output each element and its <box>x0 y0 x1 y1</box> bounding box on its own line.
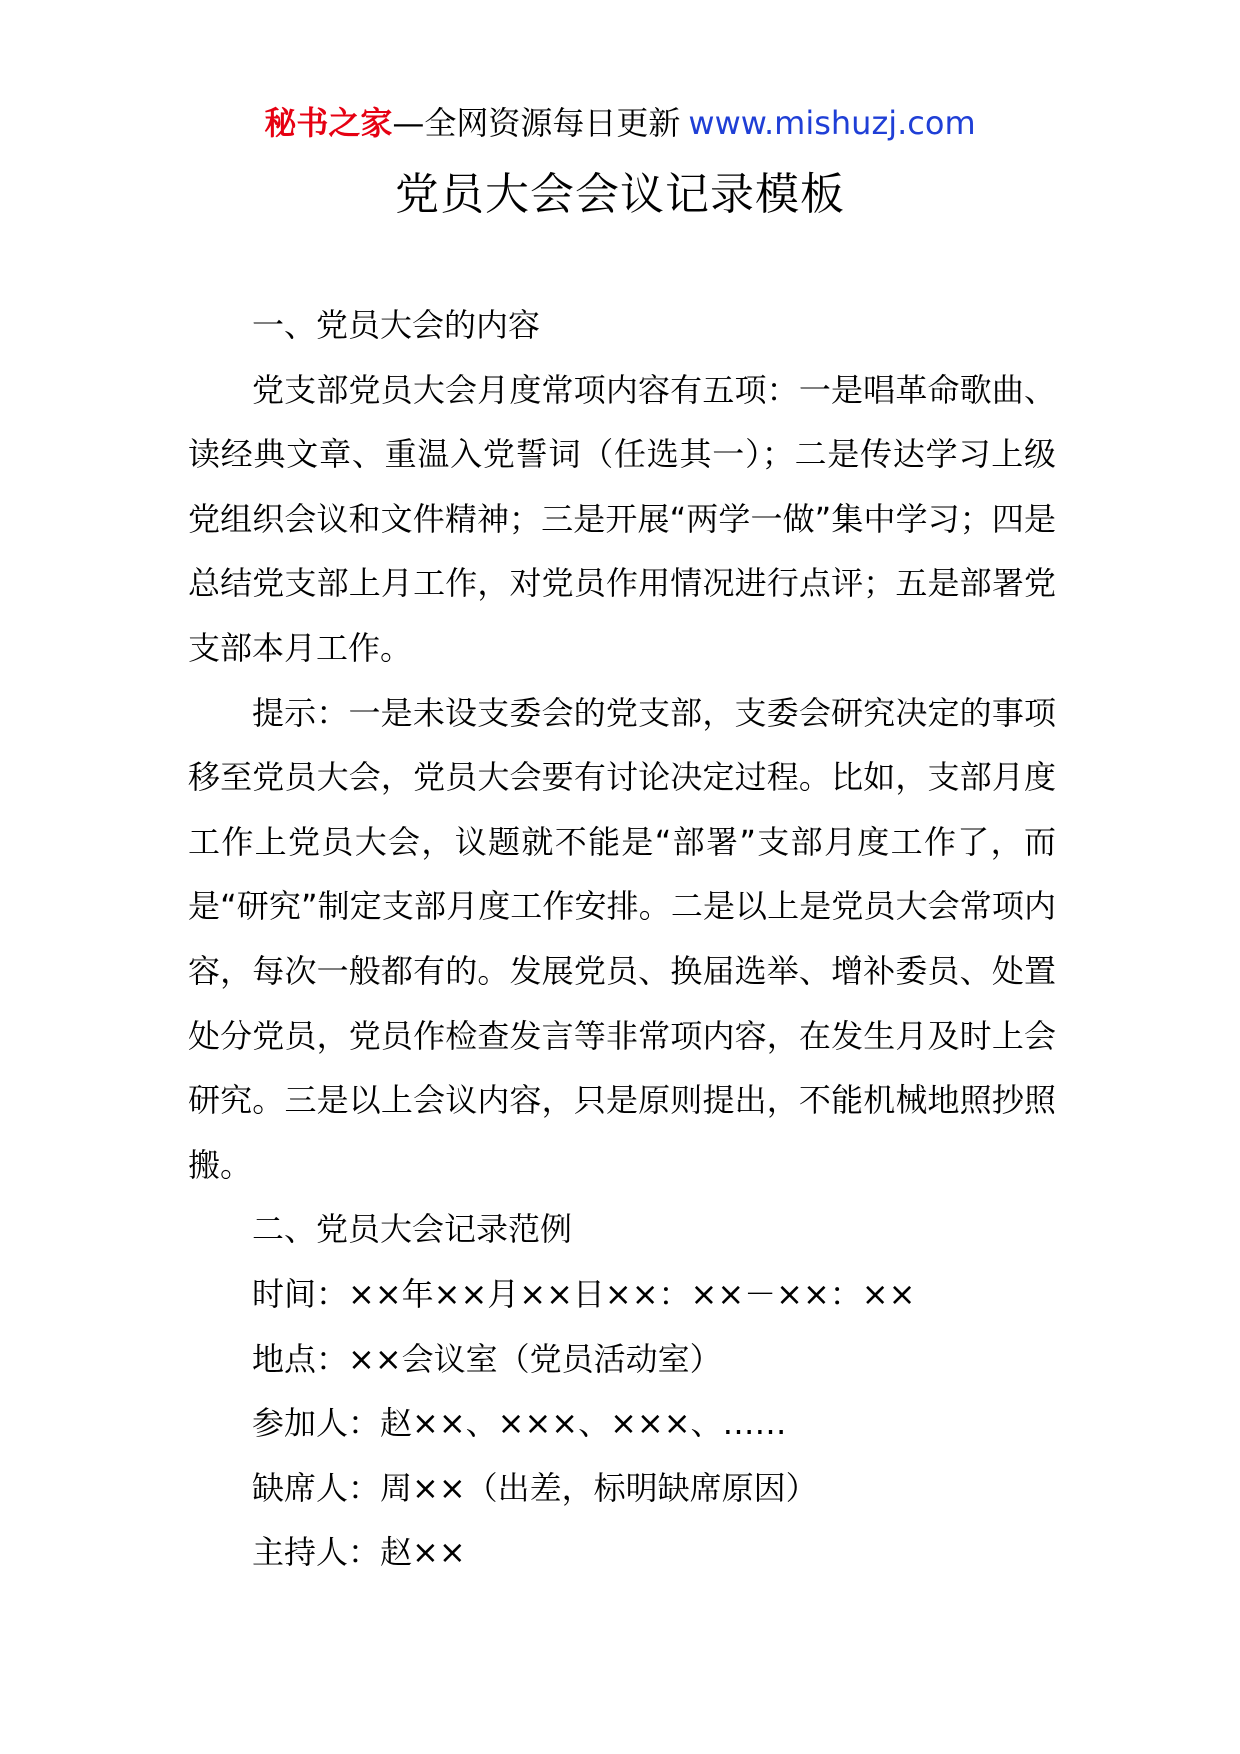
record-host: 主持人：赵×× <box>252 1533 466 1572</box>
paragraph-monthly-items: 党支部党员大会月度常项内容有五项：一是唱革命歌曲、读经典文章、重温入党誓词（任选其一）；二是传达学习上级党组织会议和文件精神；三是开展“两学一做”集中学习；四是总结党支部上月工作，对党员作用情况进行点评；五是部署党支部本月工作。 <box>188 370 1056 667</box>
site-header <box>0 98 1240 148</box>
record-absentees: 缺席人：周××（出差，标明缺席原因） <box>252 1468 818 1507</box>
section-heading-example: 二、党员大会记录范例 <box>252 1210 573 1249</box>
site-url-link[interactable]: www.mishuzj.com <box>688 104 976 142</box>
section-heading-content: 一、党员大会的内容 <box>252 306 541 344</box>
record-location: 地点：××会议室（党员活动室） <box>252 1339 722 1378</box>
record-attendees: 参加人：赵××、×××、×××、…… <box>252 1404 787 1443</box>
site-brand: 秘书之家 <box>264 104 393 142</box>
site-tagline: —全网资源每日更新 <box>392 104 681 142</box>
paragraph-tips: 提示：一是未设支委会的党支部，支委会研究决定的事项移至党员大会，党员大会要有讨论决定过程。比如，支部月度工作上党员大会，议题就不能是“部署”支部月度工作了，而是“研究”制定支部月度工作安排。二是以上是党员大会常项内容，每次一般都有的。发展党员、换届选举、增补委员、处置处分党员，党员作检查发言等非常项内容，在发生月及时上会研究。三是以上会议内容，只是原则提出，不能机械地照抄照搬。 <box>188 693 1056 1184</box>
document-title: 党员大会会议记录模板 <box>395 169 845 220</box>
record-time: 时间：××年××月××日××：××－××：×× <box>252 1274 916 1313</box>
document-body <box>188 293 1056 1585</box>
